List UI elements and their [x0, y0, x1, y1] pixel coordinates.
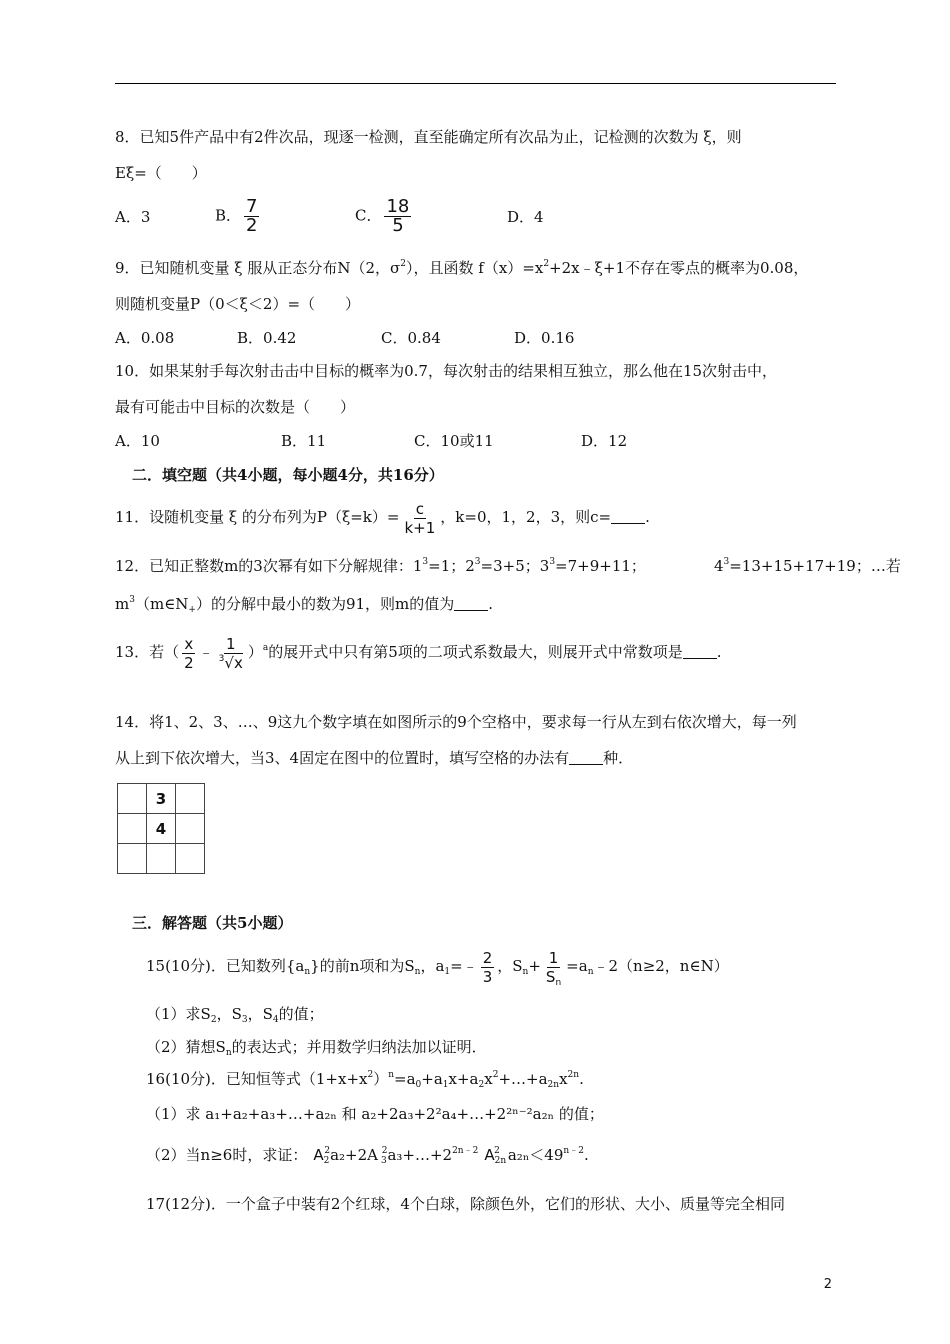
- q16-part2: （2）当n≥6时，求证： $A_2^2a_2+2A$ $_3^2a_3+\dots+2^{2n﹣2}$ $A_{2n}^2$ $a_{2n}<49^{n﹣2}$.: [146, 1146, 589, 1166]
- q12-line2: $m^3(m\in N_+)$的分解中最小的数为91，则m的值为 .: [115, 595, 494, 615]
- q17-line1: 17(12分)．一个盒子中装有2个红球，4个白球，除颜色外，它们的形状、大小、质量等完全相同: [146, 1195, 785, 1213]
- header-rule: [115, 83, 836, 84]
- q8-line2: Eξ=（ ）: [115, 164, 207, 182]
- q9-option-a: A．0.08: [115, 329, 175, 347]
- q13-fraction-x: $\frac{x}{2}$: [184, 634, 194, 672]
- q9-line2: 则随机变量P（0＜ξ＜2）=（ ）: [115, 295, 361, 313]
- q15-part1: （1）求$S_2$，$S_3$，$S_4$的值；: [146, 1005, 324, 1025]
- q14-answer-blank: [569, 750, 603, 765]
- q10-line2: 最有可能击中目标的次数是（ ）: [115, 398, 356, 416]
- grid-cell: [176, 784, 205, 814]
- q10-option-d: D．12: [581, 432, 628, 450]
- q15-fraction-sn: $\frac{1}{S_n}$: [545, 948, 562, 988]
- q8-option-c-fraction: $\frac{18}{5}$: [386, 196, 410, 236]
- q11-fraction: $\frac{c}{k+1}$: [404, 499, 436, 537]
- q15-line1: 15(10分)．已知数列$\{a_n\}$的前n项和为$S_n$，$a_1=﹣$ $\frac{2}{3}$ ，$S_n+$ $\frac{1}{S_n}$ $=a_n﹣2(n\ge 2$，n∈N）: [146, 948, 729, 988]
- q13-line: 13．若（ $\frac{x}{2}$ ﹣ $\frac{1}{^3√x}$ ）$^a$的展开式中只有第5项的二项式系数最大，则展开式中常数项是 .: [115, 634, 722, 672]
- grid-cell: 4: [147, 814, 176, 844]
- q9-option-d: D．0.16: [514, 329, 575, 347]
- q8-option-b-fraction: $\frac{7}{2}$: [246, 196, 258, 236]
- q9-option-c: C．0.84: [381, 329, 441, 347]
- q13-answer-blank: [683, 644, 717, 659]
- q8-option-c-label: C．: [355, 206, 382, 225]
- q15-part2: （2）猜想$S_n$的表达式；并用数学归纳法加以证明．: [146, 1038, 487, 1058]
- q14-line2: 从上到下依次增大，当3、4固定在图中的位置时，填写空格的办法有 种．: [115, 749, 634, 767]
- q14-grid: [117, 783, 205, 874]
- grid-cell: [118, 784, 147, 814]
- grid-cell: 3: [147, 784, 176, 814]
- q10-option-b: B．11: [281, 432, 327, 450]
- q16-part1: （1）求 a₁+a₂+a₃+…+a₂ₙ 和 a₂+2a₃+2²a₄+…+2²ⁿ⁻²a₂ₙ 的值；: [146, 1105, 604, 1123]
- page-number: 2: [823, 1277, 832, 1292]
- grid-cell: [176, 814, 205, 844]
- q15-fraction-a1: $\frac{2}{3}$: [482, 948, 493, 986]
- grid-cell: [118, 814, 147, 844]
- q8-option-c: [355, 198, 414, 235]
- q8-option-d: D．4: [507, 208, 544, 226]
- q11-line: 11．设随机变量 ξ 的分布列为P（ξ=k）= $\frac{c}{k+1}$ ，k=0，1，2，3，则c= .: [115, 499, 650, 537]
- q9-line1: 9．已知随机变量 ξ 服从正态分布N（2，$\sigma^2$），且函数 $f(x)=x^2+2x﹣\xi+1$不存在零点的概率为0.08，: [115, 259, 809, 277]
- q9-option-b: B．0.42: [237, 329, 297, 347]
- section2-heading: 二．填空题（共4小题，每小题4分，共16分）: [132, 466, 444, 484]
- section3-heading: 三．解答题（共5小题）: [132, 914, 293, 932]
- grid-cell: [147, 844, 176, 874]
- q8-option-b: [215, 198, 262, 235]
- q10-option-c: C．10或11: [414, 432, 494, 450]
- q12-line1: 12．已知正整数m的3次幂有如下分解规律：$1^3=1$；$2^3=3+5$；$3^3=7+9+11$； $4^3=13+15+17+19$；…若: [115, 557, 901, 575]
- q8-option-b-label: B．: [215, 206, 242, 225]
- q10-line1: 10．如果某射手每次射击击中目标的概率为0.7，每次射击的结果相互独立，那么他在15次射击中，: [115, 362, 778, 380]
- q16-line1: 16(10分)．已知恒等式$(1+x+x^2)^n=a_0+a_1x+a_2x^2+\dots+a_{2n}x^{2n}$.: [146, 1070, 584, 1090]
- q8-line1: 8．已知5件产品中有2件次品，现逐一检测，直至能确定所有次品为止，记检测的次数为 ξ，则: [115, 128, 742, 146]
- q14-line1: 14．将1、2、3、…、9这九个数字填在如图所示的9个空格中，要求每一行从左到右依次增大，每一列: [115, 713, 797, 731]
- grid-cell: [118, 844, 147, 874]
- q8-option-a: A．3: [115, 208, 151, 226]
- q13-fraction-root: $\frac{1}{^3√x}$: [218, 634, 243, 672]
- q12-answer-blank: [454, 596, 488, 611]
- q10-option-a: A．10: [115, 432, 160, 450]
- grid-cell: [176, 844, 205, 874]
- q11-answer-blank: [611, 509, 645, 524]
